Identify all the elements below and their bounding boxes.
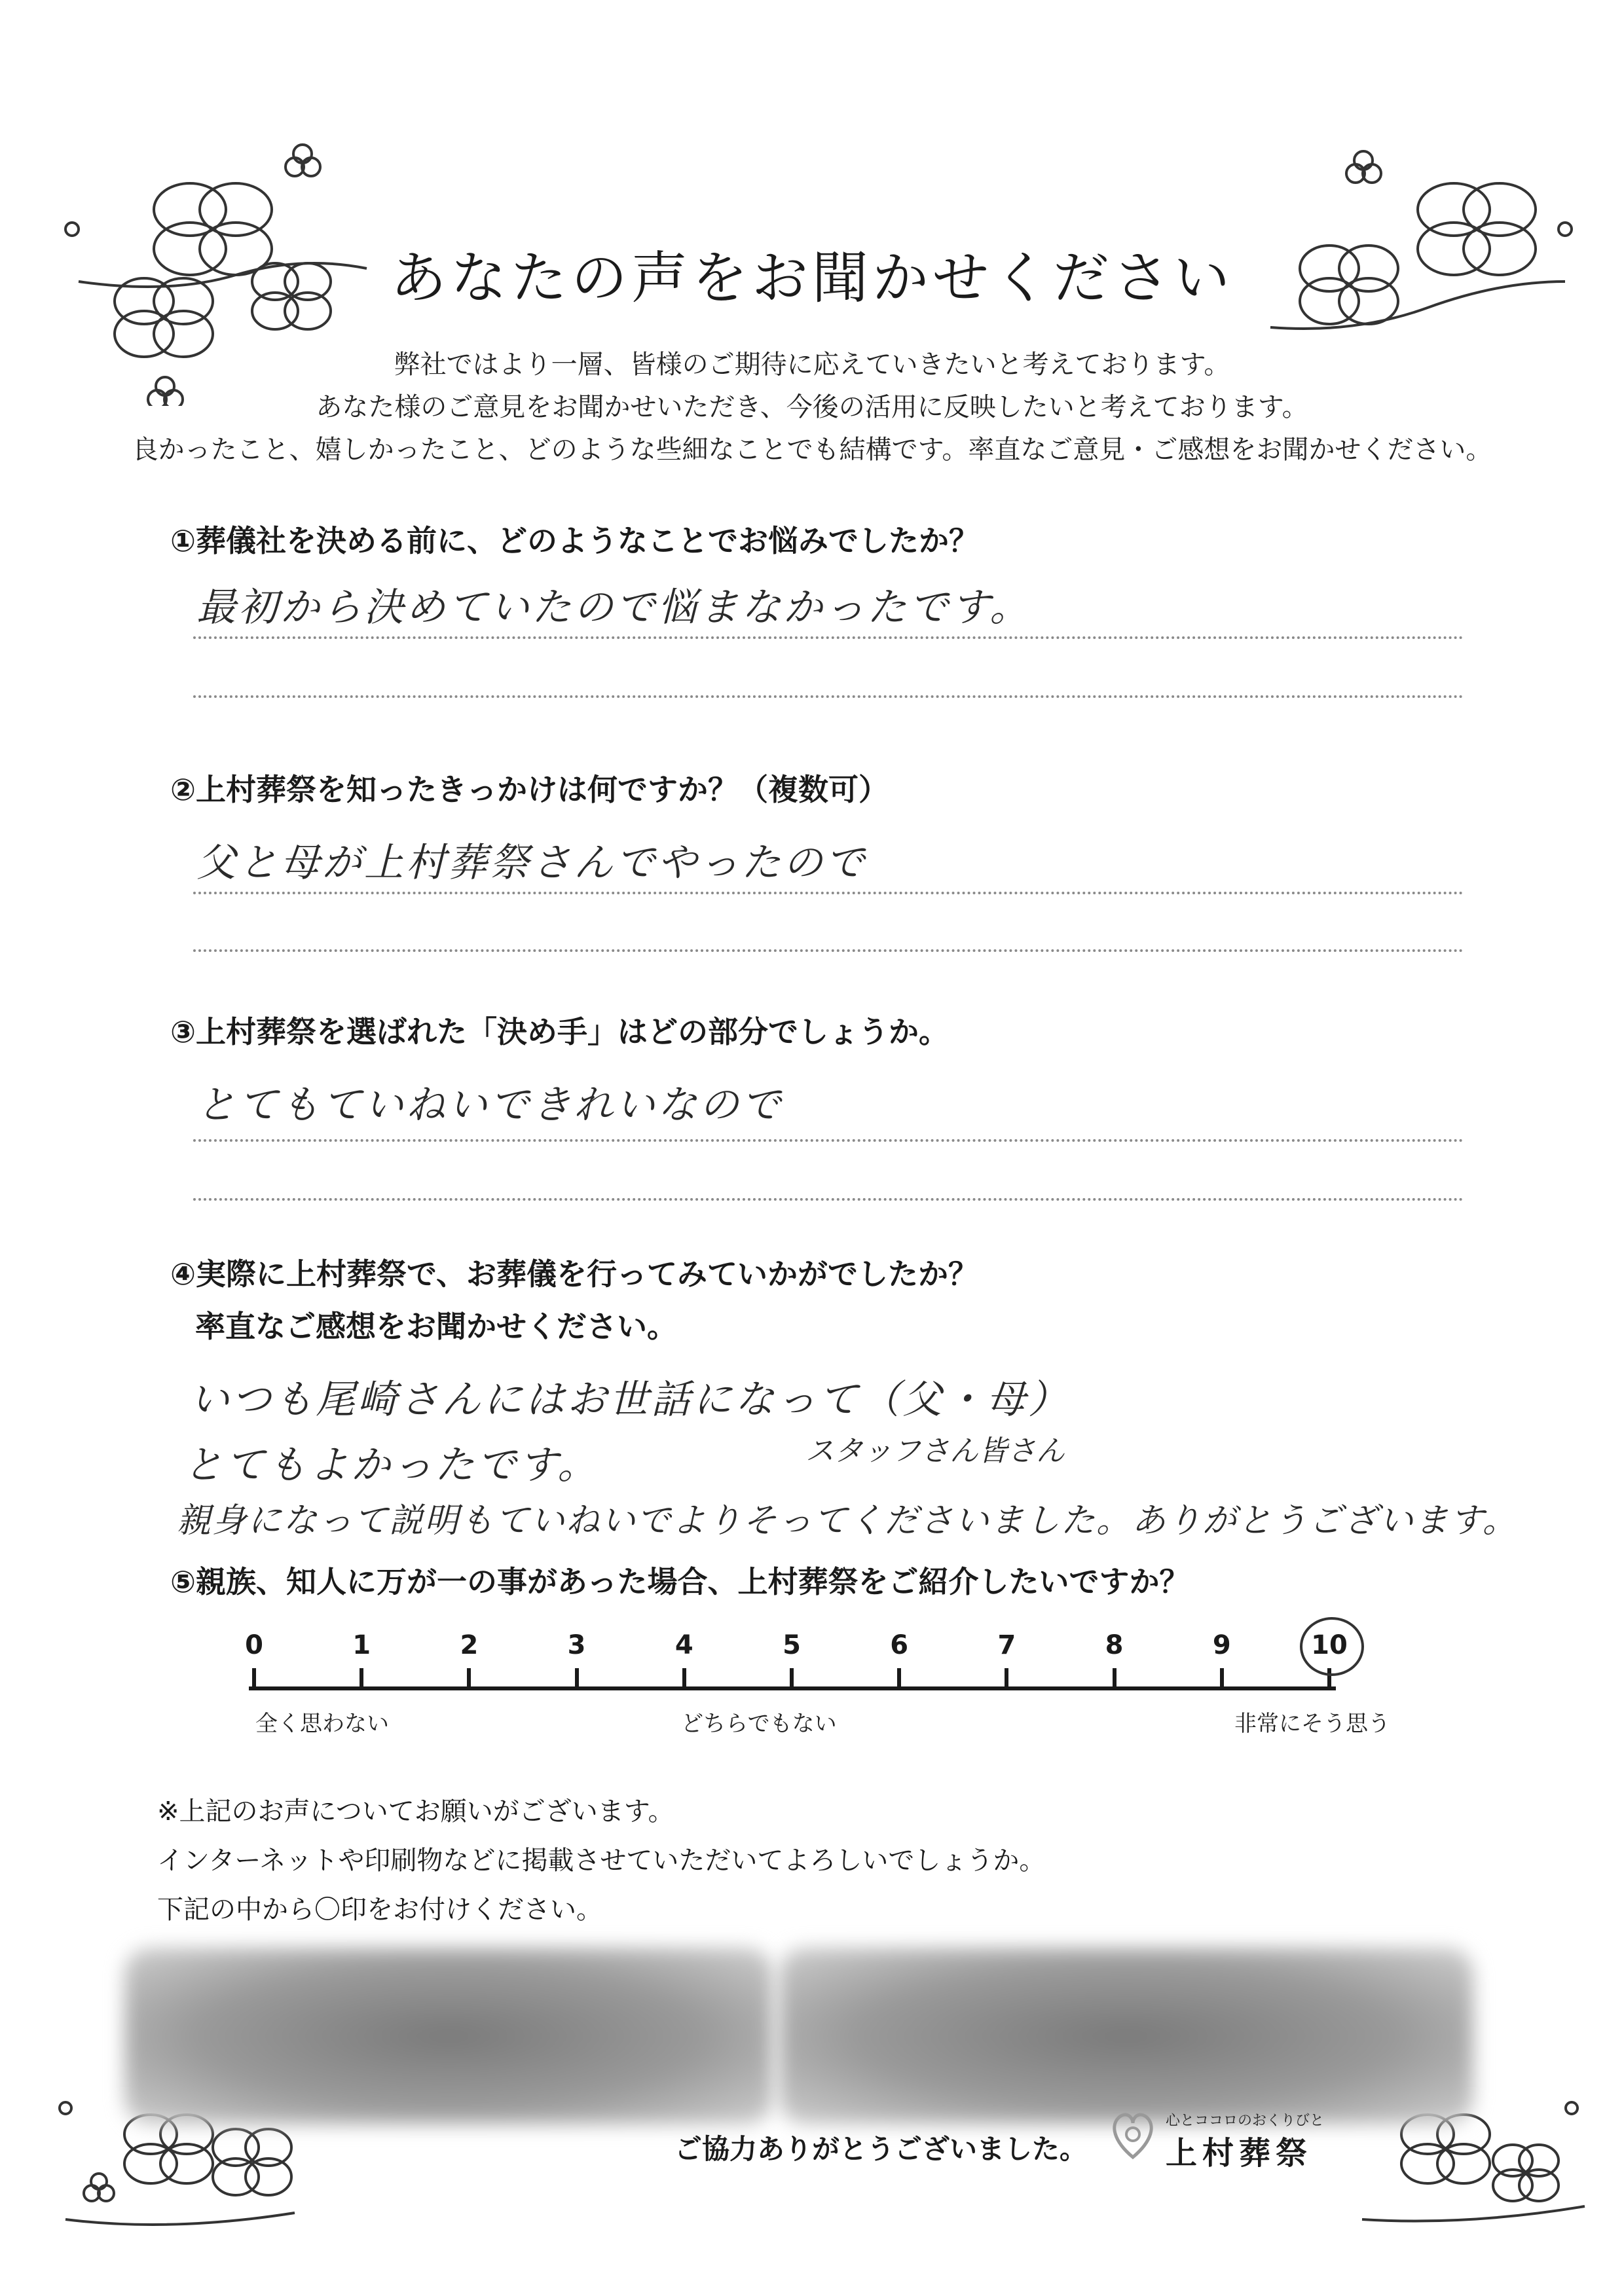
note-line-1: ※上記のお声についてお願いがございます。 [157, 1796, 674, 1827]
scale-tick [682, 1668, 686, 1689]
redacted-area-left [124, 1948, 773, 2124]
question-4-sublabel: 率直なご感想をお聞かせください。 [195, 1309, 677, 1344]
scale-tick [897, 1668, 901, 1689]
scale-label-middle: どちらでもない [681, 1711, 837, 1737]
question-3-answer: とてもていねいできれいなので [196, 1082, 783, 1128]
question-2-answer: 父と母が上村葬祭さんでやったので [196, 840, 867, 886]
question-4-answer-line-2: とてもよかったです。 [183, 1442, 600, 1488]
answer-line [193, 892, 1464, 894]
note-line-2: インターネットや印刷物などに掲載させていただいてよろしいでしょうか。 [157, 1846, 1046, 1876]
scale-tick [575, 1668, 579, 1689]
answer-line [193, 1139, 1464, 1142]
scale-number-3[interactable]: 3 [567, 1630, 586, 1660]
intro-line-3: 良かったこと、嬉しかったこと、どのような些細なことでも結構です。率直なご意見・ご感想をお聞かせください。 [132, 435, 1492, 465]
scale-number-6[interactable]: 6 [890, 1630, 909, 1660]
intro-line-2: あなた様のご意見をお聞かせいただき、今後の活用に反映したいと考えております。 [316, 392, 1308, 422]
scale-number-7[interactable]: 7 [997, 1630, 1016, 1660]
logo-mark-icon [1107, 2105, 1159, 2164]
scale-number-9[interactable]: 9 [1212, 1630, 1231, 1660]
page-title: あなたの声をお聞かせください [390, 246, 1234, 311]
scale-number-0[interactable]: 0 [245, 1630, 263, 1660]
scale-number-5[interactable]: 5 [783, 1630, 801, 1660]
scale-tick [790, 1668, 794, 1689]
scale-label-left: 全く思わない [255, 1711, 389, 1737]
question-4-label: ④実際に上村葬祭で、お葬儀を行ってみていかがでしたか？ [170, 1256, 979, 1292]
scale-number-4[interactable]: 4 [674, 1630, 693, 1660]
scale-number-8[interactable]: 8 [1105, 1630, 1124, 1660]
intro-line-1: 弊社ではより一層、皆様のご期待に応えていきたいと考えております。 [394, 350, 1230, 380]
question-1-answer: 最初から決めていたので悩まなかったです。 [196, 585, 1032, 630]
scale-tick [1113, 1668, 1116, 1689]
scale-number-2[interactable]: 2 [460, 1630, 479, 1660]
scale-tick [1220, 1668, 1224, 1689]
question-3-label: ③上村葬祭を選ばれた「決め手」はどの部分でしょうか。 [170, 1014, 949, 1049]
scale-tick [467, 1668, 471, 1689]
note-line-3: 下記の中から〇印をお付けください。 [157, 1895, 602, 1925]
logo-tagline: 心とココロのおくりびと [1166, 2113, 1325, 2129]
question-4-answer-line-1: いつも尾崎さんにはお世話になって（父・母） [190, 1377, 1070, 1423]
scale-tick [360, 1668, 363, 1689]
scale-tick [1005, 1668, 1008, 1689]
answer-line [193, 636, 1464, 639]
answer-line [193, 1198, 1464, 1201]
scale-tick [252, 1668, 256, 1689]
scale-number-1[interactable]: 1 [352, 1630, 371, 1660]
scale-number-10[interactable]: 10 [1311, 1630, 1348, 1660]
question-1-label: ①葬儀社を決める前に、どのようなことでお悩みでしたか？ [170, 523, 979, 558]
thanks-message: ご協力ありがとうございました。 [674, 2133, 1088, 2165]
scale-label-right: 非常にそう思う [1234, 1711, 1390, 1737]
redacted-area-right [779, 1948, 1473, 2124]
question-5-label: ⑤親族、知人に万が一の事があった場合、上村葬祭をご紹介したいですか？ [170, 1564, 1190, 1599]
question-4-answer-note: スタッフさん皆さん [805, 1434, 1065, 1468]
answer-line [193, 949, 1464, 952]
answer-line [193, 695, 1464, 698]
logo-name: 上村葬祭 [1166, 2135, 1313, 2172]
question-2-label: ②上村葬祭を知ったきっかけは何ですか？（複数可） [170, 772, 889, 807]
question-4-answer-line-3: 親身になって説明もていねいでよりそってくださいました。ありがとうございます。 [177, 1501, 1518, 1540]
selected-rating-circle [1300, 1617, 1364, 1676]
